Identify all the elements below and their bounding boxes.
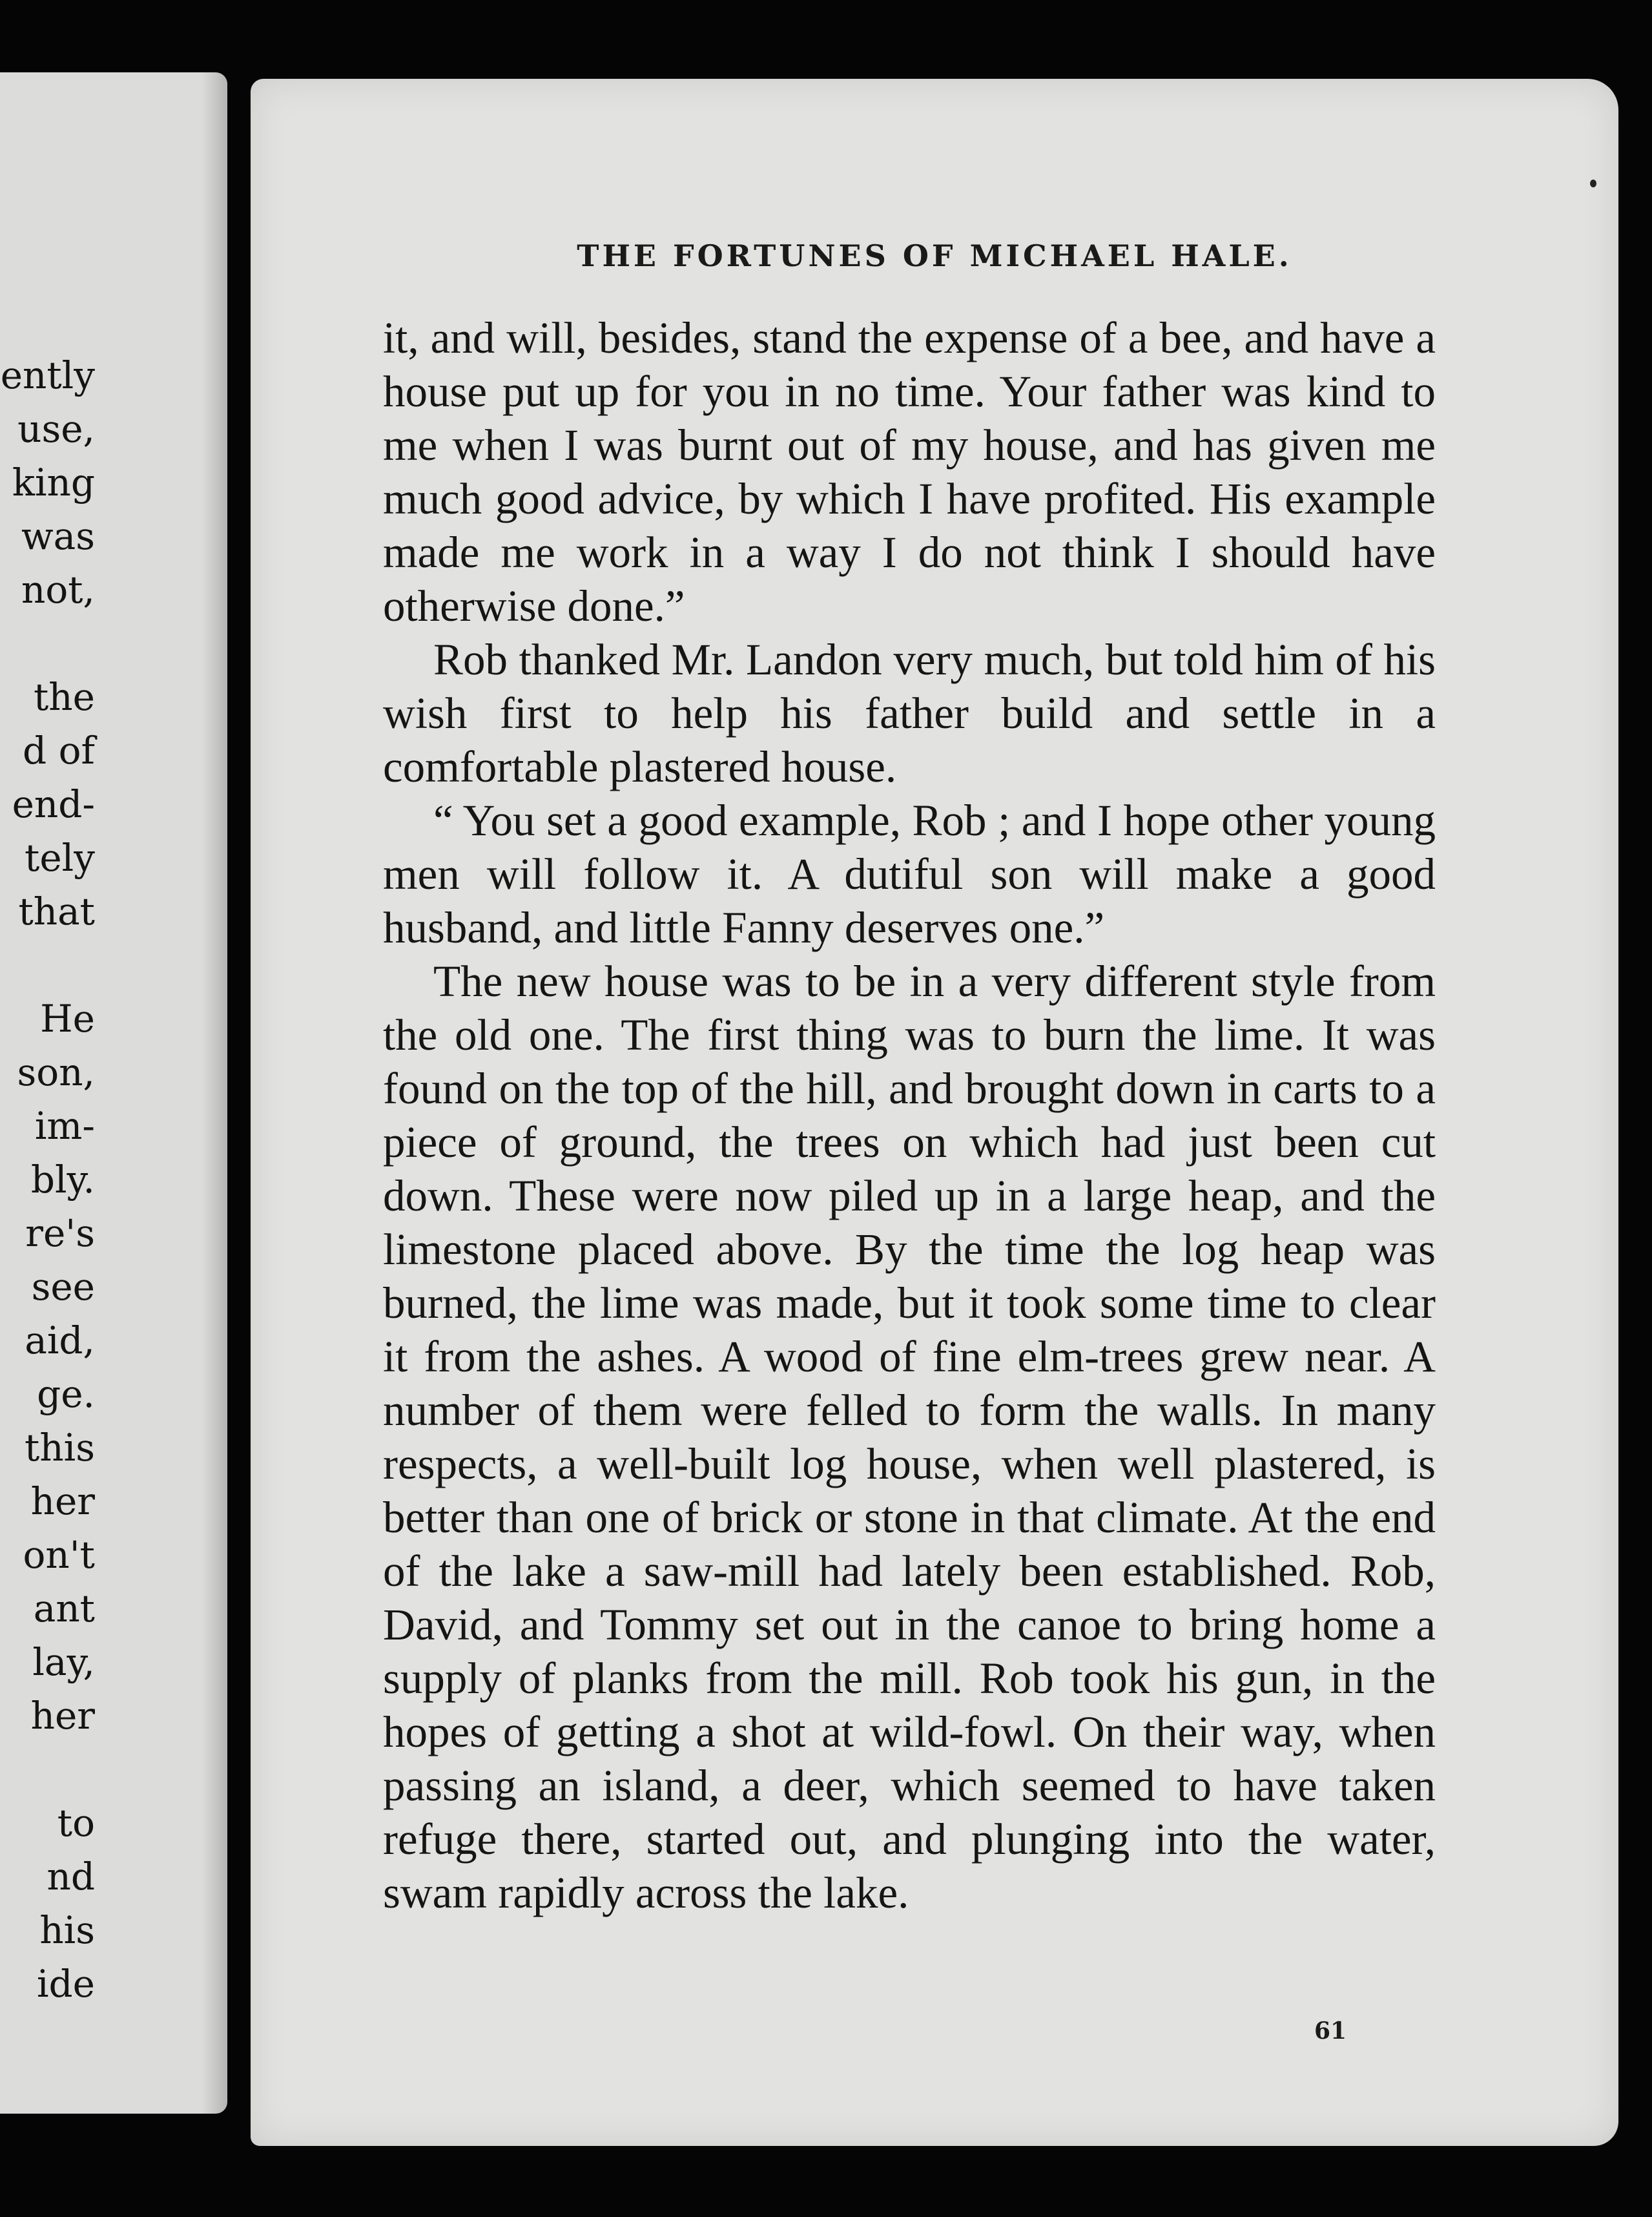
left-facing-page	[0, 72, 227, 2114]
gutter-shadow	[201, 72, 227, 2114]
left-page-fragment: He	[40, 997, 95, 1041]
page-number: 61	[1314, 2017, 1347, 2045]
paper-speck	[1590, 180, 1596, 187]
left-page-fragment: her	[30, 1479, 95, 1523]
running-head: THE FORTUNES OF MICHAEL HALE.	[577, 238, 1292, 273]
left-page-fragment: was	[21, 514, 95, 558]
left-page-fragment: end-	[12, 782, 95, 826]
left-page-fragment: king	[12, 461, 95, 505]
left-page-fragment: nd	[46, 1855, 95, 1899]
left-page-fragment: to	[57, 1801, 95, 1845]
left-page-fragment: tely	[25, 836, 95, 880]
left-page-fragment: im-	[34, 1104, 95, 1148]
left-page-fragment: d of	[23, 729, 95, 773]
left-page-fragment: her	[30, 1694, 95, 1738]
left-page-fragment: use,	[17, 407, 95, 451]
left-page-fragment: ently	[0, 353, 95, 397]
paragraph: The new house was to be in a very different style from the old one. The first thing was to burn the lime. It was found on the top of the hill, and brought down in carts to a piece of ground, the trees on which had just been cut down. These were now piled up in a large heap, and the limestone placed above. By the time the log heap was burned, the lime was made, but it took some time to clear it from the ashes. A wood of fine elm-trees grew near. A number of them were felled to form the walls. In many respects, a well-built log house, when well plastered, is better than one of brick or stone in that climate. At the end of the lake a saw-mill had lately been established. Rob, David, and Tommy set out in the canoe to bring home a supply of planks from the mill. Rob took his gun, in the hopes of getting a shot at wild-fowl. On their way, when passing an island, a deer, which seemed to have taken refuge there, started out, and plunging into the water, swam rapidly across the lake.	[383, 957, 1436, 1917]
paragraph: it, and will, besides, stand the expense of a bee, and have a house put up for you in no time. Your father was kind to me when I was burnt out of my house, and has given me much good advice, by which I have profited. His example made me work in a way I do not think I should have otherwise done.”	[383, 313, 1436, 630]
left-page-fragment: aid,	[25, 1318, 95, 1362]
paragraph: “ You set a good example, Rob ; and I hope other young men will follow it. A dutiful son will make a good husband, and little Fanny deserves one.”	[383, 796, 1436, 952]
left-page-fragment: son,	[17, 1050, 95, 1094]
left-page-fragment: that	[18, 890, 95, 933]
left-page-fragment: not,	[21, 568, 95, 612]
book-page	[251, 79, 1618, 2146]
paragraph: Rob thanked Mr. Landon very much, but told him of his wish first to help his father build and settle in a comfortable plastered house.	[383, 635, 1436, 791]
left-page-fragment: re's	[25, 1211, 95, 1255]
left-page-fragment: ant	[33, 1587, 95, 1630]
left-page-fragment: this	[25, 1426, 95, 1470]
left-page-fragment: ge.	[37, 1372, 95, 1416]
left-page-fragment: ide	[36, 1962, 95, 2006]
left-page-fragment: bly.	[30, 1158, 95, 1202]
page-body	[383, 311, 1436, 1920]
left-page-fragment: the	[34, 675, 95, 719]
left-page-fragment: his	[39, 1908, 95, 1952]
left-page-fragment: see	[31, 1265, 95, 1309]
left-page-fragment: lay,	[32, 1640, 95, 1684]
left-page-fragment: on't	[23, 1533, 95, 1577]
